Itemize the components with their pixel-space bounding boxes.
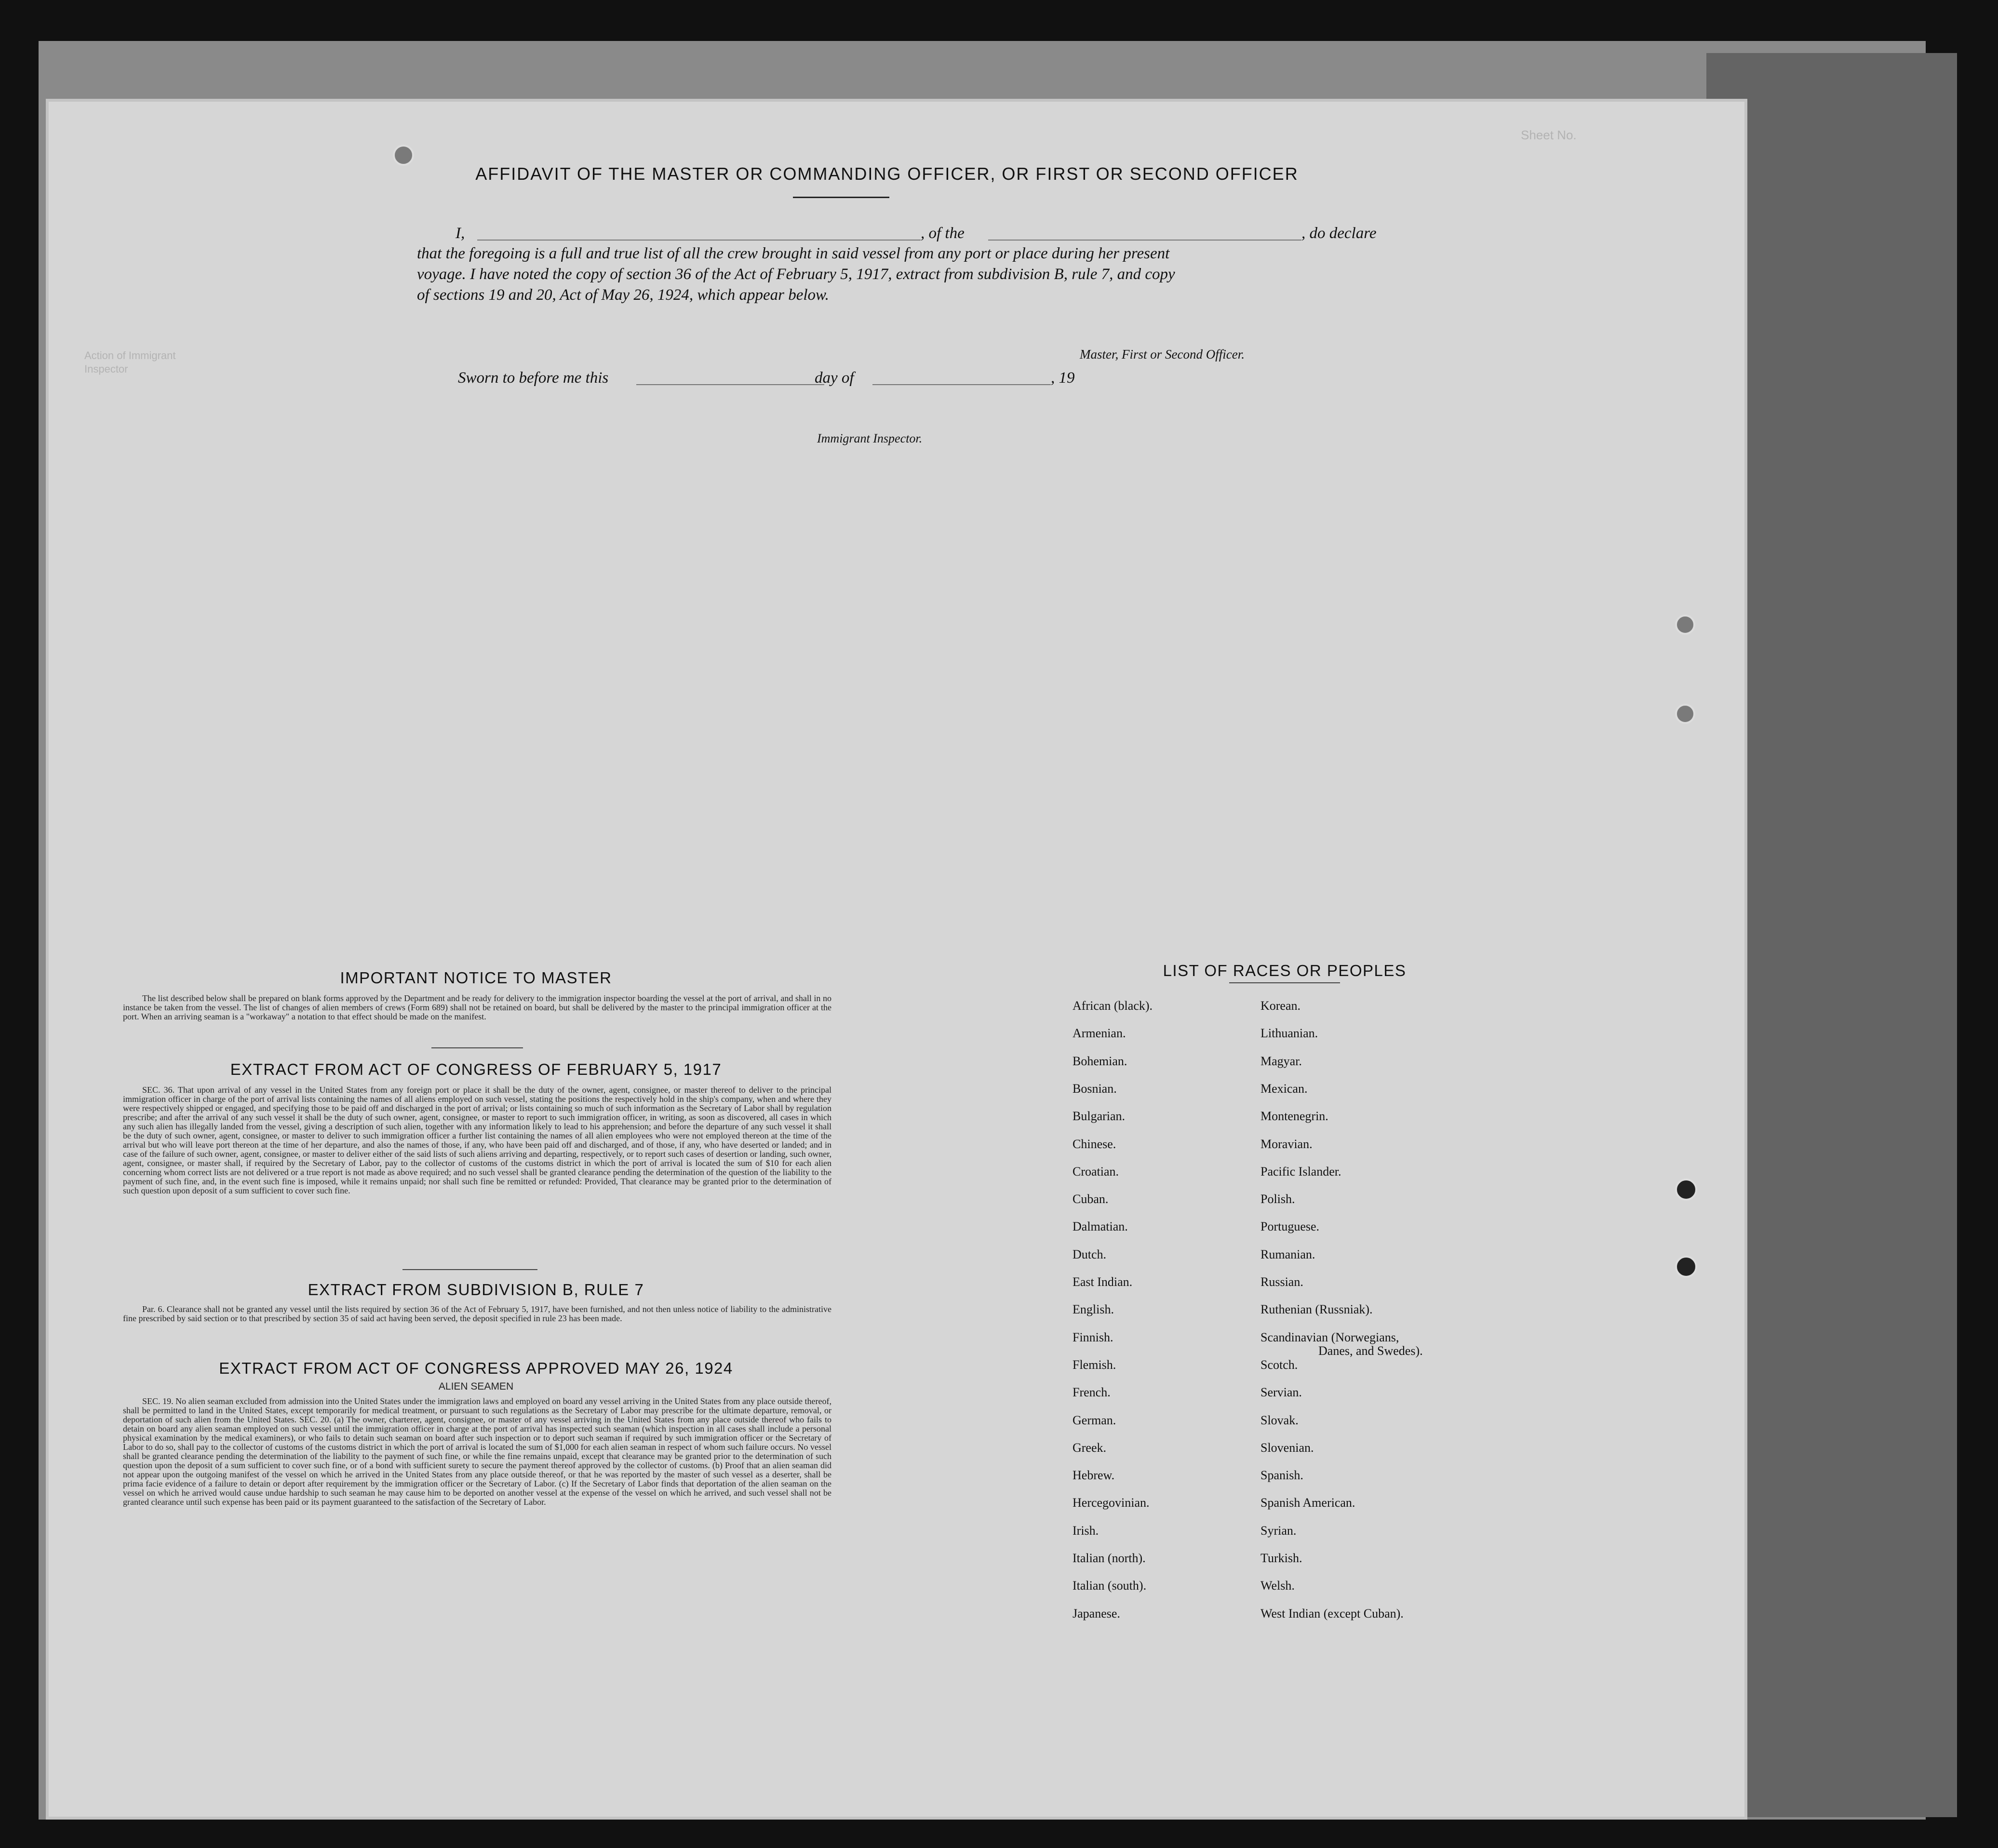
race-item: Lithuanian. — [1260, 1026, 1318, 1041]
race-item: Spanish American. — [1260, 1496, 1355, 1510]
extract-1917-text: SEC. 36. That upon arrival of any vessel in the United States from any foreign port or place it shall be the duty of the owner, agent, consignee, or master thereof to deliver to the principal immigration officer in charge of the port of arrival lists containing the names of all aliens employed on such vessel, stating the positions the respectively hold in the ship's company, when and where they were respectively shipped or engaged, and specifying those to be paid off and discharged in the port of arrival; or lists containing so much of such information as the Secretary of Labor shall by regulation prescribe; and after the arrival of any such vessel it shall be the duty of such owner, agent, consignee, or master to report to such immigration officer, in writing, as soon as discovered, all cases in which any such alien has illegally landed from the vessel, giving a description of such alien, together with any information likely to lead to his apprehension; and before the departure of any such vessel it shall be the duty of such owner, agent, consignee, or master to deliver to such immigration officer a further list containing the names of all alien employees who were not employed thereon at the time of the arrival but who will leave port thereon at the time of her departure, and also the names of those, if any, who have been paid off and discharged, and of those, if any, who have deserted or landed; and in case of the failure of such owner, agent, consignee, or master to deliver either of the said lists of such aliens arriving and departing, respectively, or to report such cases of desertion or landing, such owner, agent, consignee, or master shall, if required by the Secretary of Labor, pay to the collector of customs of the customs district in which the port of arrival is located the sum of $10 for each alien concerning whom correct lists are not delivered or a true report is not made as above required; and no such vessel shall be granted clearance pending the determination of the question of the liability to the payment of such fine, and, in the event such fine is imposed, while it remains unpaid; nor shall such fine be remitted or refunded: Provided, That clearance may be granted prior to the determination of such question upon deposit of a sum sufficient to cover such fine. — [123, 1085, 831, 1195]
race-item: Korean. — [1260, 999, 1301, 1013]
race-item: Russian. — [1260, 1275, 1303, 1289]
race-item: African (black). — [1073, 999, 1153, 1013]
notice-text: The list described below shall be prepared on blank forms approved by the Department and be ready for delivery to the immigration inspector boarding the vessel at the port of arrival, and shall in no instance be taken from the vessel. The list of changes of alien members of crews (Form 689) shall not be retained on board, but shall be delivered by the master to the principal immigration officer at the port. When an arriving seaman is a "workaway" a notation to that effect should be made on the manifest. — [123, 993, 831, 1021]
race-item: Chinese. — [1073, 1137, 1116, 1151]
race-item: Dutch. — [1073, 1247, 1107, 1261]
punch-hole — [393, 145, 414, 166]
extract-1924-text: SEC. 19. No alien seaman excluded from admission into the United States under the immigration laws and employed on board any vessel arriving in the United States from any place outside thereof, shall be permitted to land in the United States, except temporarily for medical treatment, or pursuant to such regulations as the Secretary of Labor may prescribe for the ultimate departure, removal, or deportation of such alien from the United States. SEC. 20. (a) The owner, charterer, agent, consignee, or master of any vessel arriving in the United States from any place outside thereof who fails to detain on board any alien seaman employed on such vessel until the immigration officer in charge at the port of arrival has inspected such seaman (which inspection in all cases shall include a personal physical examination by the medical examiners), or who fails to detain such seaman on board after such inspection or to deport such seaman if required by such immigration officer or the Secretary of Labor to do so, shall pay to the collector of customs of the customs district in which the port of arrival is located the sum of $1,000 for each alien seaman in respect of whom such failure occurs. No vessel shall be granted clearance pending the determination of the liability to the payment of such fine, or while the fine remains unpaid, except that clearance may be granted prior to the determination of such question upon the deposit of a sum sufficient to cover such fine, or of a bond with sufficient surety to secure the payment thereof approved by the collector of customs. (b) Proof that an alien seaman did not appear upon the outgoing manifest of the vessel on which he arrived in the United States from any place outside thereof, or that he was reported by the master of such vessel as a deserter, shall be prima facie evidence of a failure to detain or deport after requirement by the immigration officer or the Secretary of Labor. (c) If the Secretary of Labor finds that deportation of the alien seaman on the vessel on which he arrived would cause undue hardship to such seaman he may cause him to be deported on another vessel at the expense of the vessel on which he arrived, and such vessel shall not be granted clearance until such expense has been paid or its payment guaranteed to the satisfaction of the Secretary of Labor. — [123, 1396, 831, 1507]
race-item: Hercegovinian. — [1073, 1496, 1150, 1510]
race-item: Scotch. — [1260, 1357, 1298, 1372]
race-item: Portuguese. — [1260, 1219, 1320, 1234]
race-item: East Indian. — [1073, 1275, 1133, 1289]
race-item: Servian. — [1260, 1385, 1302, 1400]
race-item: Croatian. — [1073, 1164, 1119, 1178]
race-item: Pacific Islander. — [1260, 1164, 1341, 1178]
extract-1924-title: EXTRACT FROM ACT OF CONGRESS APPROVED MAY 26, 1924 — [219, 1359, 733, 1377]
race-item: Mexican. — [1260, 1081, 1308, 1096]
notice-title: IMPORTANT NOTICE TO MASTER — [340, 969, 612, 987]
race-item: Greek. — [1073, 1440, 1107, 1455]
race-item: Italian (north). — [1073, 1551, 1146, 1565]
race-item: Moravian. — [1260, 1137, 1313, 1151]
race-item: Rumanian. — [1260, 1247, 1315, 1261]
race-item: Slovak. — [1260, 1413, 1299, 1427]
name-blank — [477, 240, 921, 241]
punch-hole — [1675, 615, 1695, 635]
race-item: Italian (south). — [1073, 1579, 1147, 1593]
extract-rule7-title: EXTRACT FROM SUBDIVISION B, RULE 7 — [308, 1281, 644, 1299]
race-item: Cuban. — [1073, 1192, 1109, 1206]
document-page — [46, 99, 1747, 1820]
punch-hole — [1675, 1256, 1697, 1278]
race-item: Welsh. — [1260, 1579, 1295, 1593]
race-item: English. — [1073, 1302, 1114, 1317]
race-item: Bosnian. — [1073, 1081, 1117, 1096]
affidavit-title: AFFIDAVIT OF THE MASTER OR COMMANDING OFFICER, OR FIRST OR SECOND OFFICER — [475, 164, 1299, 184]
race-item: Armenian. — [1073, 1026, 1126, 1041]
race-item: West Indian (except Cuban). — [1260, 1606, 1404, 1620]
day-of-text: day of — [815, 369, 854, 387]
race-item: Polish. — [1260, 1192, 1295, 1206]
year-text: , 19 — [1051, 369, 1075, 387]
inspector-caption: Immigrant Inspector. — [817, 431, 923, 445]
month-blank — [872, 384, 1051, 385]
race-item: Slovenian. — [1260, 1440, 1314, 1455]
race-item: Japanese. — [1073, 1606, 1120, 1620]
race-item: Montenegrin. — [1260, 1109, 1328, 1124]
vessel-blank — [988, 240, 1301, 241]
signature-caption: Master, First or Second Officer. — [1080, 347, 1245, 362]
affidavit-line-2: that the foregoing is a full and true list of all the crew brought in said vessel from any port or place during her present — [417, 245, 1170, 262]
race-item: French. — [1073, 1385, 1111, 1400]
race-item: Irish. — [1073, 1523, 1099, 1538]
races-title: LIST OF RACES OR PEOPLES — [1163, 962, 1407, 979]
extract-1917-title: EXTRACT FROM ACT OF CONGRESS OF FEBRUARY 5, 1917 — [230, 1060, 722, 1078]
race-item: Syrian. — [1260, 1523, 1297, 1538]
race-item: Turkish. — [1260, 1551, 1302, 1565]
extract-rule7-text: Par. 6. Clearance shall not be granted any vessel until the lists required by section 36 of the Act of February 5, 1917, have been furnished, and not then unless notice of liability to the administrative fine prescribed by said section or to that prescribed by section 35 of said act having been served, the deposit specified in rule 23 has been made. — [123, 1304, 831, 1323]
title-divider — [793, 197, 889, 198]
race-item: Scandinavian (Norwegians, — [1260, 1330, 1399, 1344]
race-item: Bulgarian. — [1073, 1109, 1126, 1124]
extract-1924-subtitle: ALIEN SEAMEN — [438, 1381, 514, 1392]
race-item: Danes, and Swedes). — [1318, 1343, 1423, 1358]
race-item: Finnish. — [1073, 1330, 1113, 1344]
race-item: Flemish. — [1073, 1357, 1116, 1372]
affidavit-declare: , do declare — [1301, 225, 1377, 242]
race-item: Hebrew. — [1073, 1468, 1115, 1483]
race-item: Dalmatian. — [1073, 1219, 1128, 1234]
punch-hole — [1675, 704, 1695, 724]
affidavit-line-4: of sections 19 and 20, Act of May 26, 1924, which appear below. — [417, 286, 829, 304]
sworn-day-blank — [636, 384, 824, 385]
section-divider — [402, 1269, 537, 1270]
affidavit-i: I, — [456, 225, 465, 242]
races-title-underline — [1229, 982, 1340, 983]
race-item: Bohemian. — [1073, 1054, 1127, 1068]
bleed-through-mark: Sheet No. — [1521, 128, 1577, 142]
bleed-through-mark: Inspector — [84, 363, 128, 375]
race-item: Spanish. — [1260, 1468, 1303, 1483]
bleed-through-mark: Action of Immigrant — [84, 349, 176, 362]
affidavit-of-the: , of the — [921, 225, 965, 242]
race-item: German. — [1073, 1413, 1116, 1427]
sworn-text: Sworn to before me this — [458, 369, 609, 387]
affidavit-line-3: voyage. I have noted the copy of section 36 of the Act of February 5, 1917, extract from subdivision B, rule 7, and copy — [417, 266, 1175, 283]
section-divider — [431, 1047, 523, 1048]
race-item: Magyar. — [1260, 1054, 1302, 1068]
punch-hole — [1675, 1178, 1697, 1201]
race-item: Ruthenian (Russniak). — [1260, 1302, 1373, 1317]
